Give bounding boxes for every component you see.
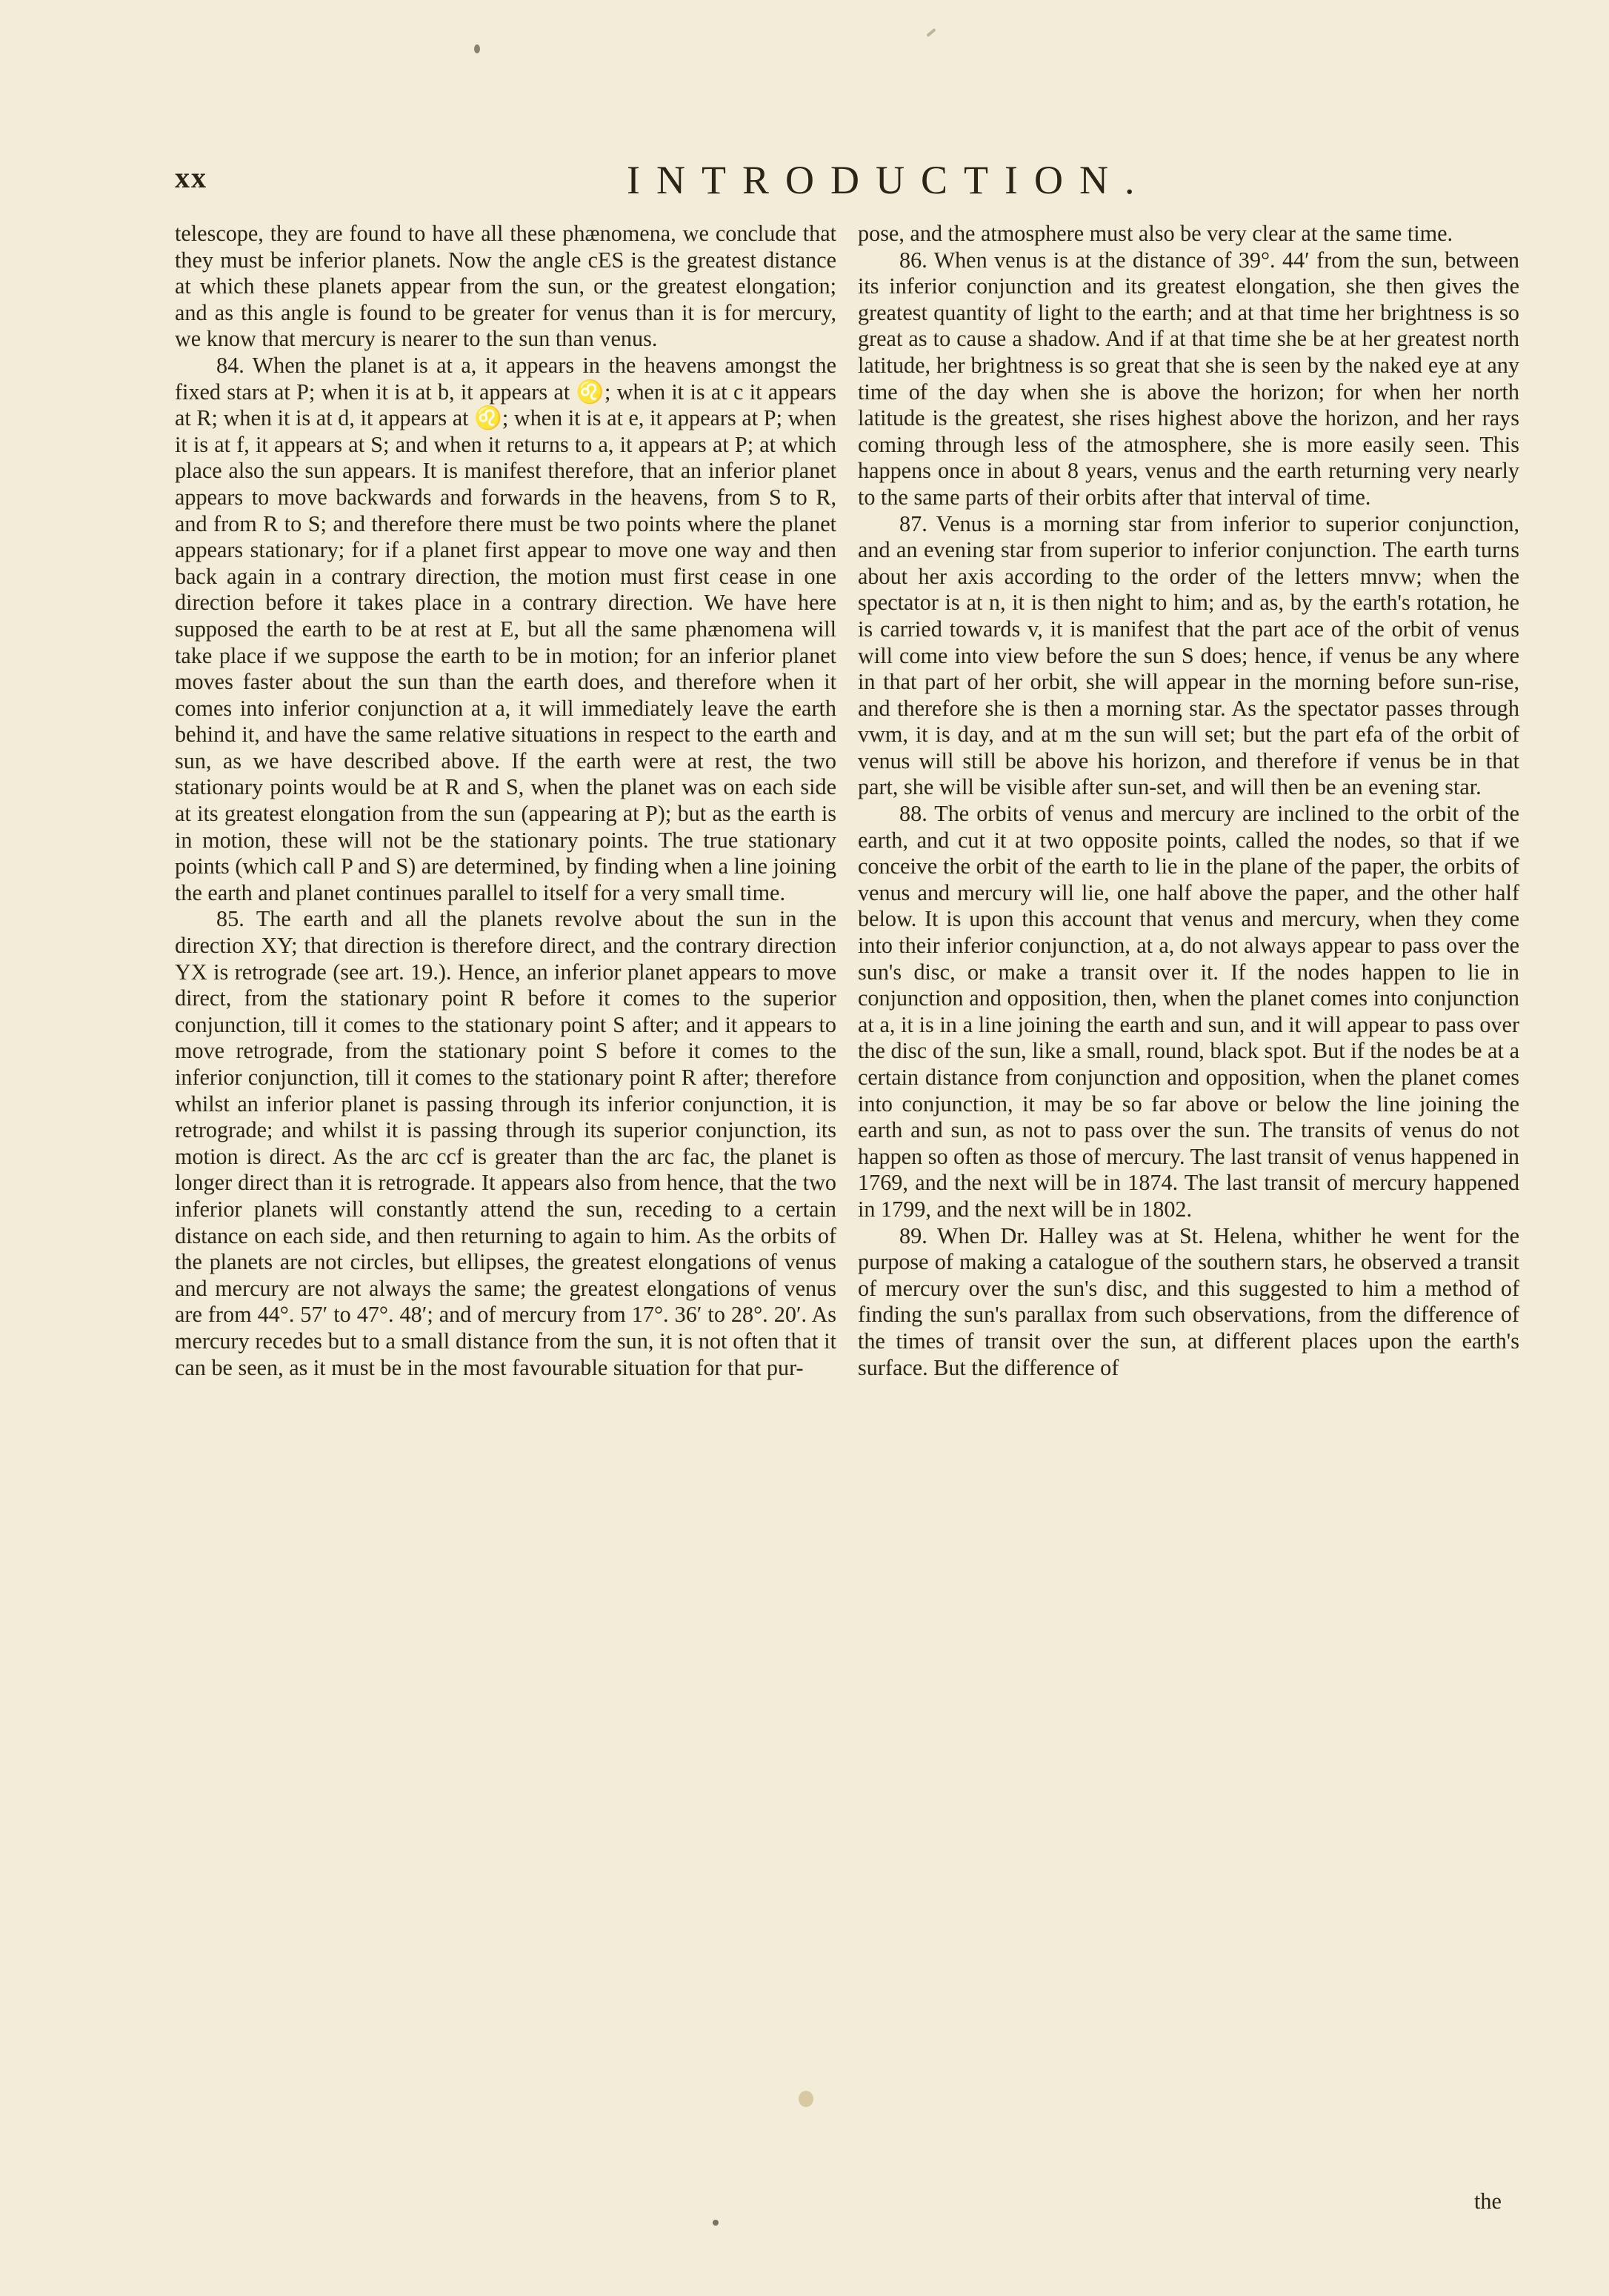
paragraph: pose, and the atmosphere must also be very clear at the same time. bbox=[858, 221, 1453, 246]
ink-speck bbox=[713, 2220, 719, 2226]
ink-speck bbox=[474, 44, 480, 53]
ink-speck bbox=[926, 28, 936, 37]
paragraph: telescope, they are found to have all these phænomena, we conclude that they must be inferior planets. Now the angle cES is the greatest distance at which these planets appear from the sun, or the greatest elongation; and as this angle is found to be greater for venus than it is for mercury, we know that mercury is nearer to the sun than venus. bbox=[175, 221, 836, 352]
paragraph: 88. The orbits of venus and mercury are inclined to the orbit of the earth, and cut it at two opposite points, called the nodes, so that if we conceive the orbit of the earth to lie in the plane of the paper, the orbits of venus and mercury will lie, one half above the paper, and the other half below. It is upon this account that venus and mercury, when they come into their inferior conjunction, at a, do not always appear to pass over the sun's disc, or make a transit over it. If the nodes happen to lie in conjunction and opposition, then, when the planet comes into conjunction at a, it is in a line joining the earth and sun, and it will appear to pass over the disc of the sun, like a small, round, black spot. But if the nodes be at a certain distance from conjunction and opposition, when the planet comes into conjunction, it may be so far above or below the line joining the earth and sun, as not to pass over the sun. The transits of venus do not happen so often as those of mercury. The last transit of venus happened in 1769, and the next will be in 1874. The last transit of mercury happened in 1799, and the next will be in 1802. bbox=[858, 801, 1519, 1222]
page-title: INTRODUCTION. bbox=[627, 158, 1151, 202]
paragraph: 87. Venus is a morning star from inferior to superior conjunction, and an evening star from superior to inferior conjunction. The earth turns about her axis according to the order of the letters mnvw; when the spectator is at n, it is then night to him; and as, by the earth's rotation, he is carried towards v, it is manifest that the part ace of the orbit of venus will come into view before the sun S does; hence, if venus be any where in that part of her orbit, she will appear in the morning before sun-rise, and therefore she is then a morning star. As the spectator passes through vwm, it is day, and at m the sun will set; but the part efa of the orbit of venus will still be above his horizon, and therefore if venus be in that part, she will be visible after sun-set, and will then be an evening star. bbox=[858, 510, 1519, 800]
paragraph: 84. When the planet is at a, it appears in the heavens amongst the fixed stars at P; when it is at b, it appears at ♌; when it is at c it appears at R; when it is at d, it appears at ♌; when it is at e, it appears at P; when it is at f, it appears at S; and when it returns to a, it appears at P; at which place also the sun appears. It is manifest therefore, that an inferior planet appears to move backwards and forwards in the heavens, from S to R, and from R to S; and therefore there must be two points where the planet appears stationary; for if a planet first appear to move one way and then back again in a contrary direction, the motion must first cease in one direction before it takes place in a contrary direction. We have here supposed the earth to be at rest at E, but all the same phænomena will take place if we suppose the earth to be in motion; for an inferior planet moves faster about the sun than the earth does, and therefore when it comes into inferior conjunction at a, it will immediately leave the earth behind it, and have the same relative situations in respect to the earth and sun, as we have described above. If the earth were at rest, the two stationary points would be at R and S, when the planet was on each side at its greatest elongation from the sun (appearing at P); but as the earth is in motion, these will not be the stationary points. The true stationary points (which call P and S) are determined, by finding when a line joining the earth and planet continues parallel to itself for a very small time. bbox=[175, 352, 836, 905]
left-column bbox=[175, 221, 836, 1381]
paper-stain bbox=[799, 2091, 813, 2107]
paragraph: 89. When Dr. Halley was at St. Helena, whither he went for the purpose of making a catalogue of the southern stars, he observed a transit of mercury over the sun's disc, and this suggested to him a method of finding the sun's parallax from such observations, from the difference of the times of transit over the sun, at different places upon the earth's surface. But the difference of bbox=[858, 1222, 1519, 1380]
paragraph: 86. When venus is at the distance of 39°. 44′ from the sun, between its inferior conjunction and its greatest elongation, she then gives the greatest quantity of light to the earth; and at that time her brightness is so great as to cause a shadow. And if at that time she be at her greatest north latitude, her brightness is so great that she is seen by the naked eye at any time of the day when she is above the horizon; for when her north latitude is the greatest, she rises highest above the horizon, and her rays coming through less of the atmosphere, she is more easily seen. This happens once in about 8 years, venus and the earth returning very nearly to the same parts of their orbits after that interval of time. bbox=[858, 247, 1519, 510]
running-header bbox=[175, 157, 1538, 204]
catchword: the bbox=[1474, 2189, 1502, 2214]
right-column bbox=[858, 221, 1519, 1381]
paragraph: 85. The earth and all the planets revolve about the sun in the direction XY; that direction is therefore direct, and the contrary direction YX is retrograde (see art. 19.). Hence, an inferior planet appears to move direct, from the stationary point R before it comes to the superior conjunction, till it comes to the stationary point S after; and it appears to move retrograde, from the stationary point S before it comes to the inferior conjunction, till it comes to the stationary point R after; therefore whilst an inferior planet is passing through its inferior conjunction, it is retrograde; and whilst it is passing through its superior conjunction, its motion is direct. As the arc ccf is greater than the arc fac, the planet is longer direct than it is retrograde. It appears also from hence, that the two inferior planets will constantly attend the sun, receding to a certain distance on each side, and then returning to again to him. As the orbits of the planets are not circles, but ellipses, the greatest elongations of venus and mercury are not always the same; the greatest elongations of venus are from 44°. 57′ to 47°. 48′; and of mercury from 17°. 36′ to 28°. 20′. As mercury recedes but to a small distance from the sun, it is not often that it can be seen, as it must be in the most favourable situation for that pur- bbox=[175, 906, 836, 1380]
page-number: xx bbox=[175, 161, 207, 194]
